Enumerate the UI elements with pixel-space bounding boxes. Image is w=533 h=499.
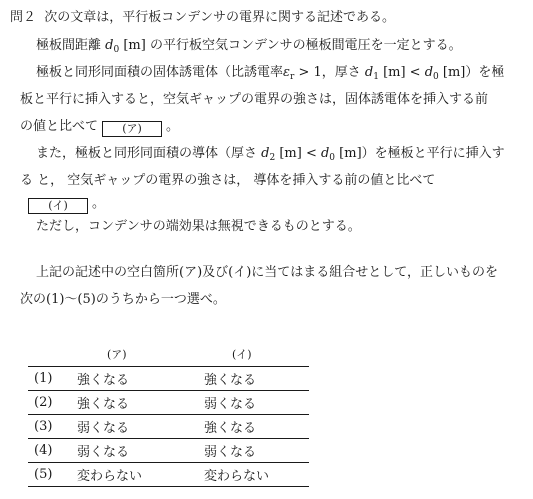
option-a: 強くなる [77,391,204,415]
options-table [28,342,309,487]
header-i: (イ) [204,342,309,367]
para2-text-c: [m] < [378,65,425,80]
option-i: 弱くなる [204,439,309,463]
question-header [10,9,395,27]
instruction-line-1 [36,264,498,282]
question-label: 問２ [10,10,37,25]
var-d2: $d_2$ [261,146,276,163]
blank-i: (イ) [28,198,88,214]
paragraph-3-line-1 [36,145,505,167]
para3-line3-end: 。 [92,196,106,211]
table-header-row [28,342,309,367]
paragraph-2-line-3 [20,118,179,137]
para3-text-a: また，極板と同形同面積の導体（厚さ [36,146,262,161]
var-d0: $d_0$ [105,38,120,55]
var-d0: $d_0$ [424,65,439,82]
table-row[interactable] [28,367,309,391]
option-i: 強くなる [204,367,309,391]
table-row[interactable] [28,415,309,439]
option-number: (5) [28,463,77,487]
table-row[interactable] [28,439,309,463]
header-a: (ア) [77,342,204,367]
paragraph-3-line-3 [28,195,105,214]
var-d1: $d_1$ [364,65,379,82]
para3-text-c: [m]）を極板と平行に挿入す [335,146,505,161]
para1-text-2: [m] の平行板空気コンデンサの極板間電圧を一定とする。 [119,38,462,53]
para4-text: ただし，コンデンサの端効果は無視できるものとする。 [36,219,361,234]
para2-text-a: 極板と同形同面積の固体誘電体（比誘電率 [36,65,284,80]
question-intro: 次の文章は，平行板コンデンサの電界に関する記述である。 [44,10,396,25]
blank-a: (ア) [102,121,162,137]
option-i: 強くなる [204,415,309,439]
instruction-line-2 [20,291,226,309]
header-blank [28,342,77,367]
paragraph-4 [36,218,361,236]
option-a: 弱くなる [77,439,204,463]
paragraph-1 [36,37,462,59]
para3-line2-text: る と， 空気ギャップの電界の強さは， 導体を挿入する前の値と比べて [20,173,436,188]
table-row[interactable] [28,463,309,487]
para2-line3-text: の値と比べて [20,119,99,134]
option-number: (1) [28,367,77,391]
option-i: 変わらない [204,463,309,487]
paragraph-2-line-1 [36,64,504,86]
option-number: (3) [28,415,77,439]
instruction-text-2: 次の(1)〜(5)のうちから一つ選べ。 [20,292,226,307]
para2-line3-end: 。 [166,119,180,134]
option-i: 弱くなる [204,391,309,415]
option-a: 弱くなる [77,415,204,439]
option-number: (2) [28,391,77,415]
para2-text-d: [m]）を極 [438,65,505,80]
paragraph-2-line-2 [20,91,488,109]
option-number: (4) [28,439,77,463]
var-epsilon-r: $\varepsilon_r$ [283,65,295,82]
instruction-text-1: 上記の記述中の空白箇所(ア)及び(イ)に当てはまる組合せとして，正しいものを [36,265,499,280]
var-d0: $d_0$ [320,146,336,163]
table-row[interactable] [28,391,309,415]
option-a: 変わらない [77,463,204,487]
option-a: 強くなる [77,367,204,391]
para2-line2-text: 板と平行に挿入すると，空気ギャップの電界の強さは，固体誘電体を挿入する前 [20,92,489,107]
para1-text-1: 極板間距離 [36,38,106,53]
para2-text-b: > 1，厚さ [294,65,365,80]
paragraph-3-line-2 [20,172,435,190]
para3-text-b: [m] < [275,146,321,161]
